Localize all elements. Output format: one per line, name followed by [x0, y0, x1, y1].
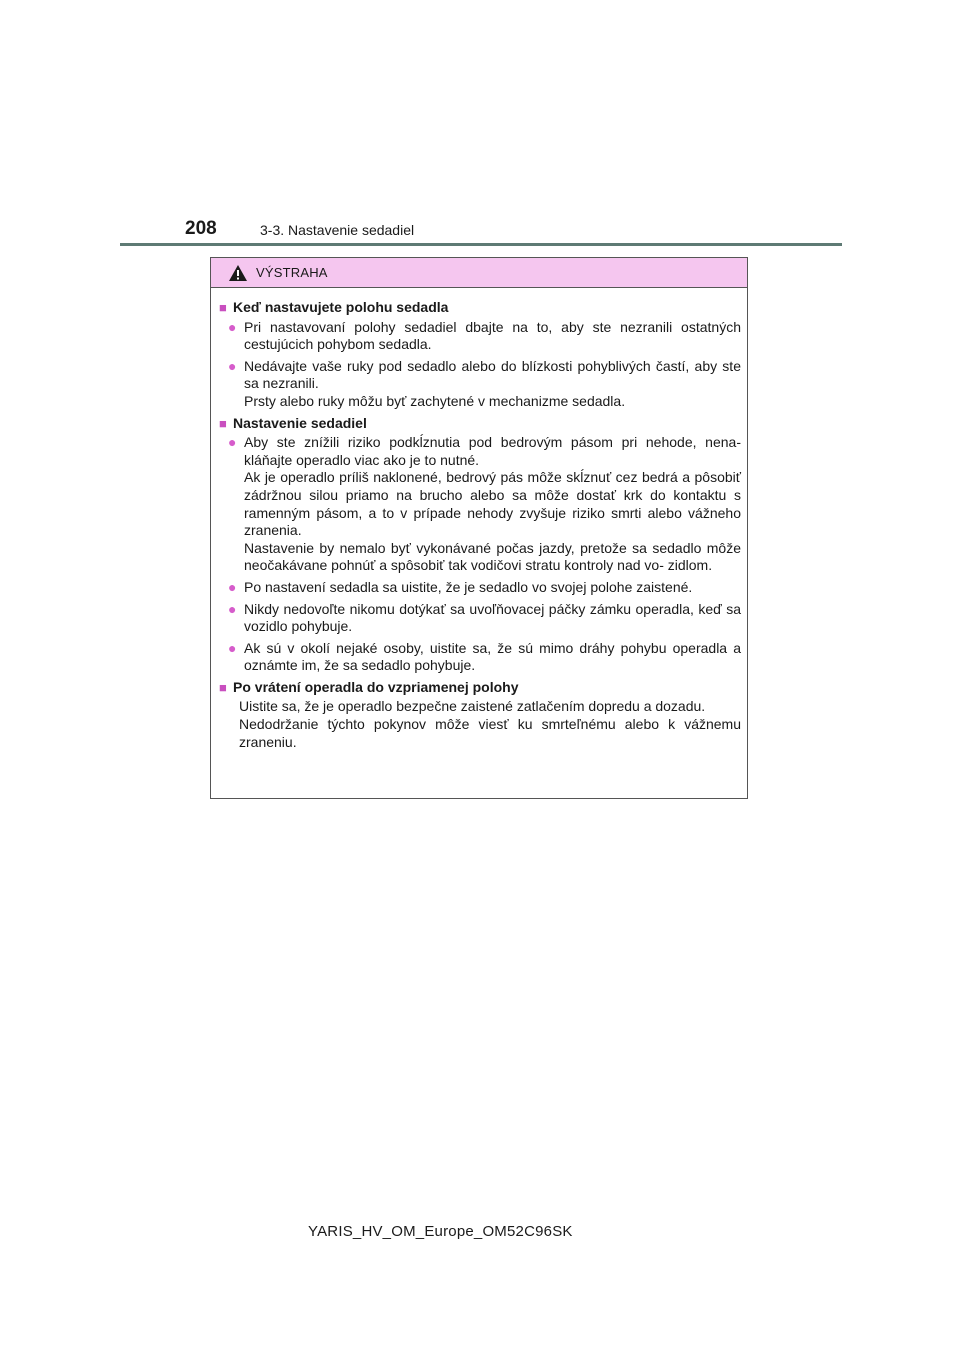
list-item: [221, 640, 741, 675]
circle-bullet-icon: ●: [228, 318, 237, 335]
circle-bullet-icon: ●: [228, 639, 237, 656]
warning-section: [219, 679, 741, 751]
item-text: Po nastavení sedadla sa uistite, že je sedadlo vo svojej polohe zaistené.: [244, 578, 693, 595]
warning-body: [211, 288, 747, 751]
page-number: 208: [185, 218, 217, 239]
warning-box: [210, 257, 748, 799]
warning-triangle-icon: [228, 264, 248, 282]
item-text: Pri nastavovaní polohy sedadiel dbajte na to, aby ste nezranili ostatných cestujúcich pohybom sedadla.: [244, 318, 741, 353]
item-text: Ak sú v okolí nejaké osoby, uistite sa, že sú mimo dráhy pohybu operadla a oznámte im, že sa sedadlo pohybuje.: [244, 639, 741, 674]
section-heading-text: Po vrátení operadla do vzpriamenej polohy: [233, 678, 519, 695]
warning-section: [219, 299, 741, 411]
circle-bullet-icon: ●: [228, 357, 237, 374]
document-code: YARIS_HV_OM_Europe_OM52C96SK: [308, 1223, 573, 1240]
item-text: Prsty alebo ruky môžu byť zachytené v mechanizme sedadla.: [244, 392, 626, 409]
circle-bullet-icon: ●: [228, 434, 237, 451]
item-text: Nastavenie by nemalo byť vykonávané počas jazdy, pretože sa sedadlo môže neočakávane pohnúť a spôsobiť tak vodičovi stratu kontroly nad vo- zidlom.: [244, 539, 741, 574]
item-text: Nikdy nedovoľte nikomu dotýkať sa uvoľňovacej páčky zámku operadla, keď sa vozidlo pohybuje.: [244, 600, 741, 635]
item-text: Ak je operadlo príliš naklonené, bedrový pás môže skĺznuť cez bedrá a pôsobiť zádržnou silou priamo na brucho alebo sa môže dostať krk do kontaktu s ramenným pásom, a to v prípade nehody zvyšuje riziko smrti alebo vážneho zranenia.: [244, 469, 741, 539]
warning-section: [219, 415, 741, 675]
square-bullet-icon: ■: [219, 415, 227, 431]
section-heading: [219, 679, 741, 697]
square-bullet-icon: ■: [219, 679, 227, 695]
section-heading: [219, 415, 741, 433]
list-item: [221, 358, 741, 411]
item-text: Aby ste znížili riziko podkĺznutia pod bedrovým pásom pri nehode, nena- kláňajte operadlo viac ako je to nutné.: [244, 434, 741, 468]
warning-label: VÝSTRAHA: [256, 265, 328, 280]
paragraph-text: Nedodržanie týchto pokynov môže viesť ku smrteľnému alebo k vážnemu zraneniu.: [239, 716, 741, 750]
section-heading-text: Nastavenie sedadiel: [233, 414, 367, 431]
list-item: [221, 601, 741, 636]
header-divider: [120, 243, 842, 246]
section-paragraph: [219, 698, 741, 751]
list-item: [221, 319, 741, 354]
section-heading-text: Keď nastavujete polohu sedadla: [233, 299, 449, 315]
section-heading: [219, 299, 741, 317]
item-text: Nedávajte vaše ruky pod sedadlo alebo do blízkosti pohyblivých častí, aby ste sa nezranili.: [244, 357, 741, 392]
list-item: [221, 434, 741, 575]
list-item: [221, 579, 741, 597]
square-bullet-icon: ■: [219, 300, 227, 315]
paragraph-text: Uistite sa, že je operadlo bezpečne zaistené zatlačením dopredu a dozadu.: [239, 698, 706, 715]
circle-bullet-icon: ●: [228, 600, 237, 617]
page-header: [0, 0, 960, 260]
circle-bullet-icon: ●: [228, 578, 237, 595]
warning-header: [211, 258, 747, 288]
section-title: 3-3. Nastavenie sedadiel: [260, 222, 415, 238]
